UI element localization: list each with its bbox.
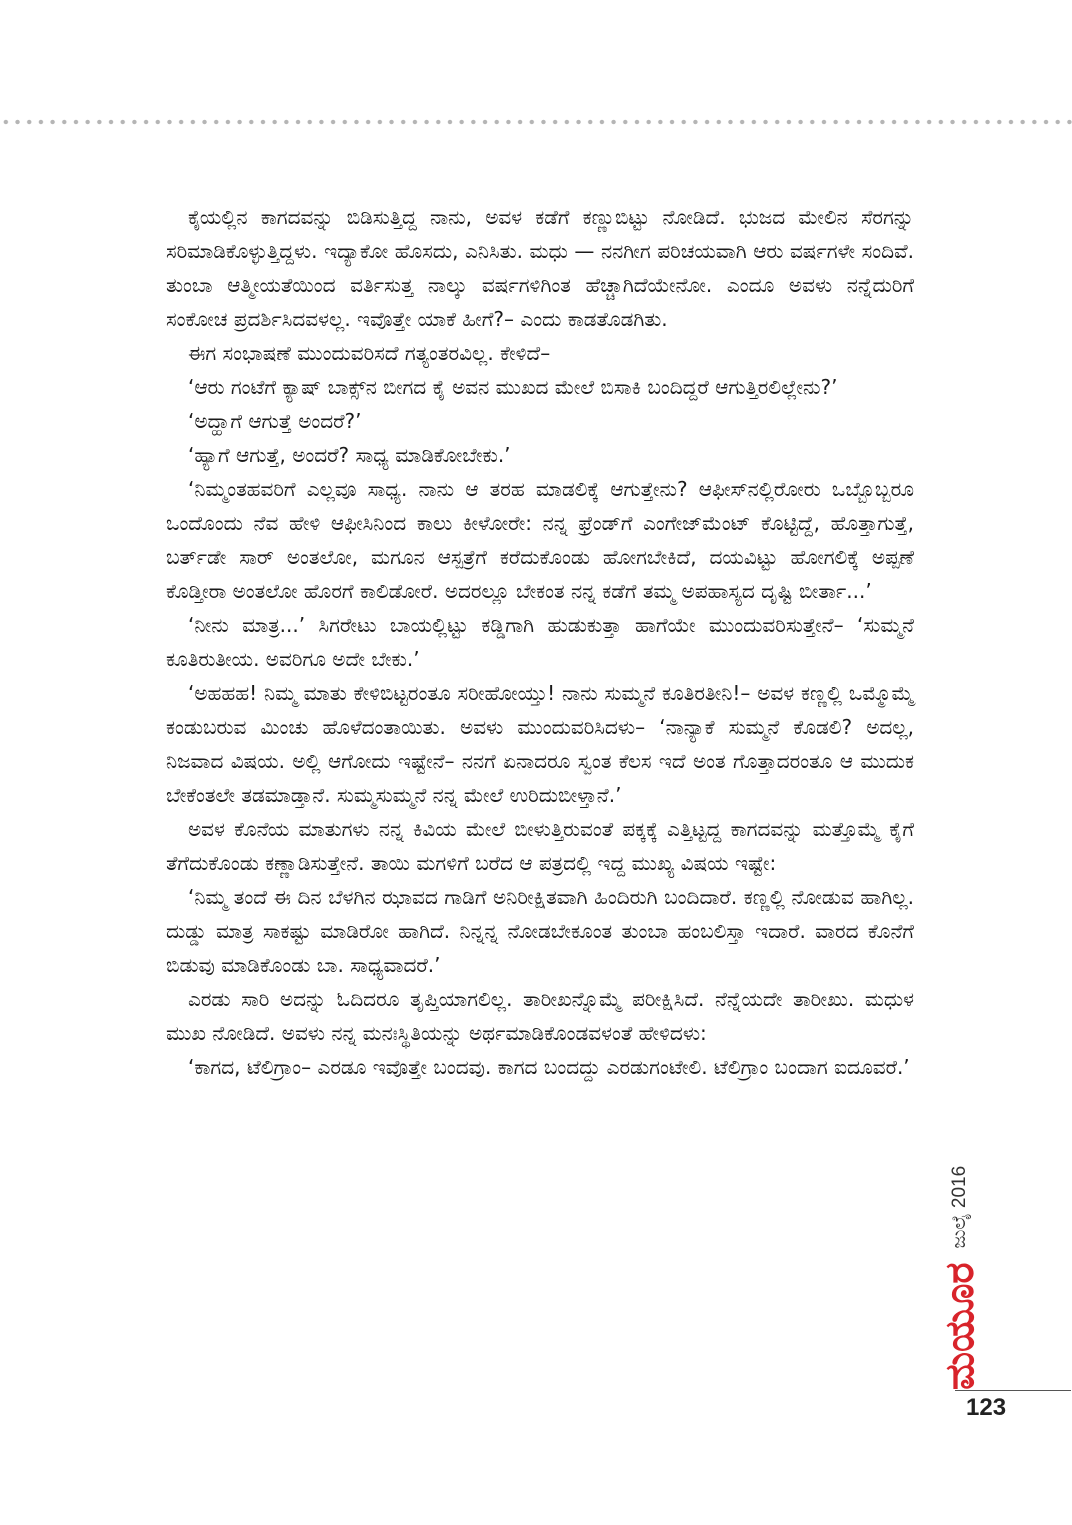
magazine-name: ಮಯೂರ [936, 1262, 983, 1390]
paragraph: ‘ನಿಮ್ಮಂತಹವರಿಗೆ ಎಲ್ಲವೂ ಸಾಧ್ಯ. ನಾನು ಆ ತರಹ ಮಾಡಲಿಕ್ಕೆ ಆಗುತ್ತೇನು? ಆಫೀಸ್‌ನಲ್ಲಿರೋರು ಒಬ್ಬೊಬ್ಬರೂ ಒಂದೊಂದು ನೆವ ಹೇಳಿ ಆಫೀಸಿನಿಂದ ಕಾಲು ಕೀಳೋರೇ: ನನ್ನ ಫ್ರೆಂಡ್‌ಗೆ ಎಂಗೇಜ್‌ಮೆಂಟ್ ಕೊಟ್ಟಿದ್ದೆ, ಹೊತ್ತಾಗುತ್ತೆ, ಬರ್ತ್‌ಡೇ ಸಾರ್ ಅಂತಲೋ, ಮಗೂನ ಆಸ್ಪತ್ರೆಗೆ ಕರೆದುಕೊಂಡು ಹೋಗಬೇಕಿದೆ, ದಯವಿಟ್ಟು ಹೋಗಲಿಕ್ಕೆ ಅಪ್ಪಣೆ ಕೊಡ್ತೀರಾ ಅಂತಲೋ ಹೊರಗೆ ಕಾಲಿಡೋರೆ. ಅದರಲ್ಲೂ ಬೇಕಂತ ನನ್ನ ಕಡೆಗೆ ತಮ್ಮ ಅಪಹಾಸ್ಯದ ದೃಷ್ಟಿ ಬೀರ್ತಾ...’ [166, 477, 914, 603]
issue-date: ಜುಲೈ 2016 [949, 1165, 970, 1249]
paragraph: ಅವಳ ಕೊನೆಯ ಮಾತುಗಳು ನನ್ನ ಕಿವಿಯ ಮೇಲೆ ಬೀಳುತ್ತಿರುವಂತೆ ಪಕ್ಕಕ್ಕೆ ಎತ್ತಿಟ್ಟದ್ದ ಕಾಗದವನ್ನು ಮತ್ತೊಮ್ಮೆ ಕೈಗೆ ತೆಗೆದುಕೊಂಡು ಕಣ್ಣಾಡಿಸುತ್ತೇನೆ. ತಾಯಿ ಮಗಳಿಗೆ ಬರೆದ ಆ ಪತ್ರದಲ್ಲಿ ಇದ್ದ ಮುಖ್ಯ ವಿಷಯ ಇಷ್ಟೇ: [166, 817, 914, 875]
paragraph: ‘ನಿಮ್ಮ ತಂದೆ ಈ ದಿನ ಬೆಳಗಿನ ಝಾವದ ಗಾಡಿಗೆ ಅನಿರೀಕ್ಷಿತವಾಗಿ ಹಿಂದಿರುಗಿ ಬಂದಿದಾರೆ. ಕಣ್ಣಲ್ಲಿ ನೋಡುವ ಹಾಗಿಲ್ಲ. ದುಡ್ಡು ಮಾತ್ರ ಸಾಕಷ್ಟು ಮಾಡಿರೋ ಹಾಗಿದೆ. ನಿನ್ನನ್ನ ನೋಡಬೇಕೂಂತ ತುಂಬಾ ಹಂಬಲಿಸ್ತಾ ಇದಾರೆ. ವಾರದ ಕೊನೆಗೆ ಬಿಡುವು ಮಾಡಿಕೊಂಡು ಬಾ. ಸಾಧ್ಯವಾದರೆ.’ [166, 885, 914, 977]
magazine-side-label [938, 1130, 982, 1390]
page-number: 123 [966, 1394, 1007, 1421]
paragraph: ‘ಆರು ಗಂಟೆಗೆ ಕ್ಯಾಷ್ ಬಾಕ್ಸ್‌ನ ಬೀಗದ ಕೈ ಅವನ ಮುಖದ ಮೇಲೆ ಬಿಸಾಕಿ ಬಂದಿದ್ದರೆ ಆಗುತ್ತಿರಲಿಲ್ಲೇನು?’ [188, 375, 838, 399]
paragraph: ‘ಅದ್ಹಾಗೆ ಆಗುತ್ತೆ ಅಂದರೆ?’ [188, 409, 362, 433]
paragraph: ಈಗ ಸಂಭಾಷಣೆ ಮುಂದುವರಿಸದೆ ಗತ್ಯಂತರವಿಲ್ಲ. ಕೇಳಿದೆ– [188, 341, 551, 365]
paragraph: ‘ಹ್ಯಾಗೆ ಆಗುತ್ತೆ, ಅಂದರೆ? ಸಾಧ್ಯ ಮಾಡಿಕೋಬೇಕು.’ [188, 443, 511, 467]
paragraph: ‘ಅಹಹಹ! ನಿಮ್ಮ ಮಾತು ಕೇಳಿಬಿಟ್ಟರಂತೂ ಸರೀಹೋಯ್ತು! ನಾನು ಸುಮ್ಮನೆ ಕೂತಿರತೀನಿ!– ಅವಳ ಕಣ್ಣಲ್ಲಿ ಒಮ್ಮೊಮ್ಮೆ ಕಂಡುಬರುವ ಮಿಂಚು ಹೊಳೆದಂತಾಯಿತು. ಅವಳು ಮುಂದುವರಿಸಿದಳು– ‘ನಾನ್ಯಾಕೆ ಸುಮ್ಮನೆ ಕೊಡಲಿ? ಅದಲ್ಲ, ನಿಜವಾದ ವಿಷಯ. ಅಲ್ಲಿ ಆಗೋದು ಇಷ್ಟೇನೆ– ನನಗೆ ಏನಾದರೂ ಸ್ವಂತ ಕೆಲಸ ಇದೆ ಅಂತ ಗೊತ್ತಾದರಂತೂ ಆ ಮುದುಕ ಬೇಕೆಂತಲೇ ತಡಮಾಡ್ತಾನೆ. ಸುಮ್ಮಸುಮ್ಮನೆ ನನ್ನ ಮೇಲೆ ಉರಿದುಬೀಳ್ತಾನೆ.’ [166, 681, 914, 807]
dotted-header-rule [0, 118, 1072, 126]
paragraph: ‘ಕಾಗದ, ಟೆಲಿಗ್ರಾಂ– ಎರಡೂ ಇವೊತ್ತೇ ಬಂದವು. ಕಾಗದ ಬಂದದ್ದು ಎರಡುಗಂಟೇಲಿ. ಟೆಲಿಗ್ರಾಂ ಬಂದಾಗ ಐದೂವರೆ.’ [188, 1055, 910, 1079]
page-number-rule [955, 1390, 1071, 1391]
paragraph: ‘ನೀನು ಮಾತ್ರ...’ ಸಿಗರೇಟು ಬಾಯಲ್ಲಿಟ್ಟು ಕಡ್ಡಿಗಾಗಿ ಹುಡುಕುತ್ತಾ ಹಾಗೆಯೇ ಮುಂದುವರಿಸುತ್ತೇನೆ– ‘ಸುಮ್ಮನೆ ಕೂತಿರುತೀಯ. ಅವರಿಗೂ ಅದೇ ಬೇಕು.’ [166, 613, 914, 671]
story-text [166, 200, 914, 1084]
paragraph: ಕೈಯಲ್ಲಿನ ಕಾಗದವನ್ನು ಬಿಡಿಸುತ್ತಿದ್ದ ನಾನು, ಅವಳ ಕಡೆಗೆ ಕಣ್ಣುಬಿಟ್ಟು ನೋಡಿದೆ. ಭುಜದ ಮೇಲಿನ ಸೆರಗನ್ನು ಸರಿಮಾಡಿಕೊಳ್ಳುತ್ತಿದ್ದಳು. ಇದ್ಯಾಕೋ ಹೊಸದು, ಎನಿಸಿತು. ಮಧು — ನನಗೀಗ ಪರಿಚಯವಾಗಿ ಆರು ವರ್ಷಗಳೇ ಸಂದಿವೆ. ತುಂಬಾ ಆತ್ಮೀಯತೆಯಿಂದ ವರ್ತಿಸುತ್ತ ನಾಲ್ಕು ವರ್ಷಗಳಿಗಿಂತ ಹೆಚ್ಚಾಗಿದೆಯೇನೋ. ಎಂದೂ ಅವಳು ನನ್ನೆದುರಿಗೆ ಸಂಕೋಚ ಪ್ರದರ್ಶಿಸಿದವಳಲ್ಲ. ಇವೊತ್ತೇ ಯಾಕೆ ಹೀಗೆ?– ಎಂದು ಕಾಡತೊಡಗಿತು. [166, 205, 914, 331]
paragraph: ಎರಡು ಸಾರಿ ಅದನ್ನು ಓದಿದರೂ ತೃಪ್ತಿಯಾಗಲಿಲ್ಲ. ತಾರೀಖನ್ನೊಮ್ಮೆ ಪರೀಕ್ಷಿಸಿದೆ. ನೆನ್ನೆಯದೇ ತಾರೀಖು. ಮಧುಳ ಮುಖ ನೋಡಿದೆ. ಅವಳು ನನ್ನ ಮನಃಸ್ಥಿತಿಯನ್ನು ಅರ್ಥಮಾಡಿಕೊಂಡವಳಂತೆ ಹೇಳಿದಳು: [166, 987, 914, 1045]
